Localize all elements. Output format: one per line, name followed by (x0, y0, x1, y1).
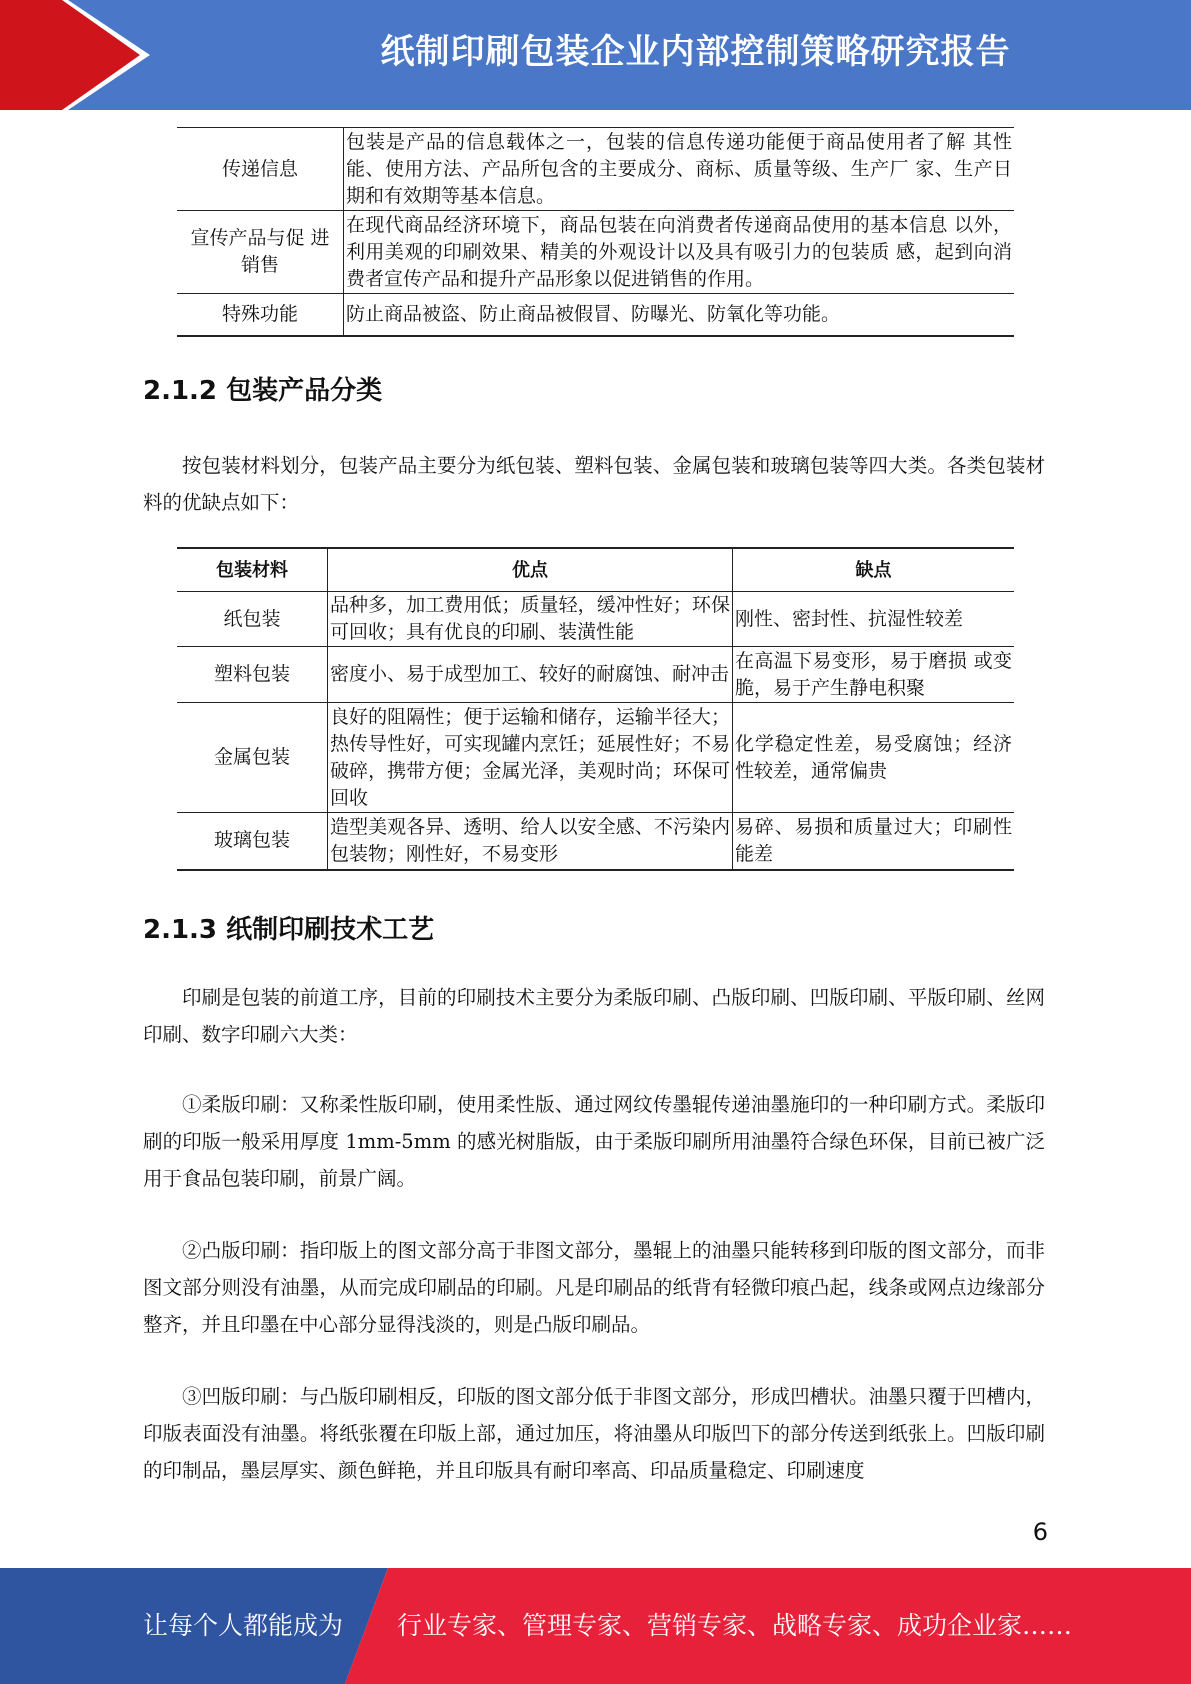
table-row (177, 128, 1014, 211)
table-header-row (177, 548, 1014, 592)
section-heading-2-1-3: 2.1.3 纸制印刷技术工艺 (143, 915, 435, 945)
material-pros: 密度小、易于成型加工、较好的耐腐蚀、耐冲击 (328, 647, 733, 703)
material-pros: 良好的阻隔性；便于运输和储存，运输半径大；热传导性好，可实现罐内烹饪；延展性好；不易破碎，携带方便；金属光泽，美观时尚；环保可回收 (328, 703, 733, 813)
packaging-function-table (177, 127, 1014, 337)
chevron-arrow-icon (0, 0, 170, 110)
page-number: 6 (1032, 1518, 1048, 1546)
footer-slogan-right: 行业专家、管理专家、营销专家、战略专家、成功企业家…… (397, 1611, 1073, 1640)
material-cons: 化学稳定性差，易受腐蚀；经济性较差，通常偏贵 (733, 703, 1015, 813)
material-name: 玻璃包装 (177, 813, 328, 870)
material-name: 金属包装 (177, 703, 328, 813)
function-name: 特殊功能 (177, 294, 344, 336)
table-row (177, 592, 1014, 647)
function-name: 传递信息 (177, 128, 344, 211)
table-row (177, 647, 1014, 703)
paragraph-flexo: ①柔版印刷：又称柔性版印刷，使用柔性版、通过网纹传墨辊传递油墨施印的一种印刷方式。柔版印刷的印版一般采用厚度 1mm-5mm 的感光树脂版，由于柔版印刷所用油墨符合绿色环保，目前已被广泛用于食品包装印刷，前景广阔。 (143, 1093, 1045, 1190)
material-pros: 造型美观各异、透明、给人以安全感、不污染内包装物；刚性好，不易变形 (328, 813, 733, 870)
section-2-1-2-intro: 按包装材料划分，包装产品主要分为纸包装、塑料包装、金属包装和玻璃包装等四大类。各类包装材料的优缺点如下： (143, 454, 1045, 514)
column-header-pros: 优点 (328, 548, 733, 592)
material-pros: 品种多，加工费用低；质量轻，缓冲性好；环保可回收；具有优良的印刷、装潢性能 (328, 592, 733, 647)
material-cons: 易碎、易损和质量过大；印刷性能差 (733, 813, 1015, 870)
material-name: 塑料包装 (177, 647, 328, 703)
packaging-material-table (177, 547, 1014, 871)
paragraph-intro: 印刷是包装的前道工序，目前的印刷技术主要分为柔版印刷、凸版印刷、凹版印刷、平版印刷、丝网印刷、数字印刷六大类： (143, 986, 1045, 1046)
page-header (0, 0, 1191, 110)
material-cons: 在高温下易变形，易于磨损 或变脆，易于产生静电积聚 (733, 647, 1015, 703)
material-name: 纸包装 (177, 592, 328, 647)
function-name: 宣传产品与促 进销售 (177, 211, 344, 294)
function-desc: 防止商品被盗、防止商品被假冒、防曝光、防氧化等功能。 (344, 294, 1015, 336)
column-header-cons: 缺点 (733, 548, 1015, 592)
table-row (177, 813, 1014, 870)
section-heading-2-1-2: 2.1.2 包装产品分类 (143, 376, 383, 406)
table-row (177, 294, 1014, 336)
paragraph-letterpress: ②凸版印刷：指印版上的图文部分高于非图文部分，墨辊上的油墨只能转移到印版的图文部分，而非图文部分则没有油墨，从而完成印刷品的印刷。凡是印刷品的纸背有轻微印痕凸起，线条或网点边缘部分整齐，并且印墨在中心部分显得浅淡的，则是凸版印刷品。 (143, 1239, 1045, 1336)
paragraph-gravure: ③凹版印刷：与凸版印刷相反，印版的图文部分低于非图文部分，形成凹槽状。油墨只覆于凹槽内，印版表面没有油墨。将纸张覆在印版上部，通过加压，将油墨从印版凹下的部分传送到纸张上。凹版印刷的印制品，墨层厚实、颜色鲜艳，并且印版具有耐印率高、印品质量稳定、印刷速度 (143, 1385, 1045, 1482)
page-footer (0, 1568, 1191, 1684)
column-header-material: 包装材料 (177, 548, 328, 592)
header-title: 纸制印刷包装企业内部控制策略研究报告 (380, 32, 1011, 72)
material-cons: 刚性、密封性、抗湿性较差 (733, 592, 1015, 647)
function-desc: 在现代商品经济环境下，商品包装在向消费者传递商品使用的基本信息 以外，利用美观的印刷效果、精美的外观设计以及具有吸引力的包装质 感，起到向消费者宣传产品和提升产品形象以促进销售的作用。 (344, 211, 1015, 294)
footer-slogan-left: 让每个人都能成为 (143, 1611, 344, 1640)
table-row (177, 211, 1014, 294)
table-row (177, 703, 1014, 813)
function-desc: 包装是产品的信息载体之一，包装的信息传递功能便于商品使用者了解 其性能、使用方法、产品所包含的主要成分、商标、质量等级、生产厂 家、生产日期和有效期等基本信息。 (344, 128, 1015, 211)
